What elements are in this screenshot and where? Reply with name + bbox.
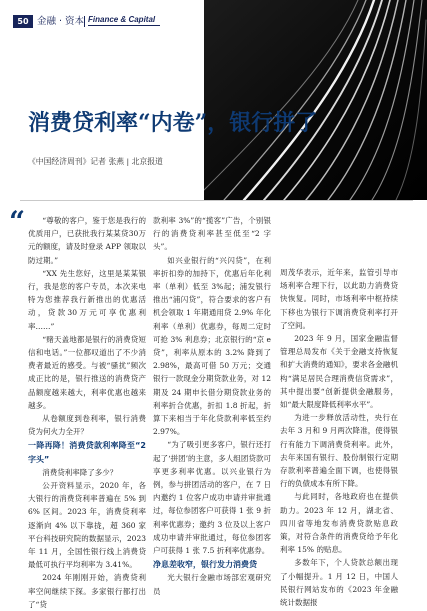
article-column-2 (153, 214, 271, 598)
header-photo (204, 0, 427, 200)
paragraph: 款利率 3%”的“揽客”广告，个别银行的消费贷利率甚至低至“2 字头”。 (153, 216, 271, 252)
page-number: 50 (13, 15, 33, 28)
paragraph: 与此同时，各地政府也在提供助力。2023 年 12 月，湖北省、四川省等地发布消费贷款贴息政策，对符合条件的消费贷给予年化利率 15% 的贴息。 (280, 492, 398, 555)
byline: 《中国经济周刊》记者 张燕 | 北京报道 (28, 157, 163, 166)
paragraph: “赌天盖地都是银行的消费贷短信和电话。”一位都叹道出了不少消费者最近的感受。与被“骚扰”频次成正比的是，银行推送的消费贷产品额度越来越大，利率优惠也越来越多。 (28, 334, 146, 410)
paragraph: 从卷额度到卷利率，银行消费贷为何火力全开？ (28, 414, 146, 437)
paragraph: 2023 年 9 月，国家金融监督管理总局发布《关于金融支持恢复和扩大消费的通知》，要求各金融机构“满足居民合理消费信贷需求”，其中提出要“创新提供金融服务，如“最大限度降低利率水平”。 (280, 334, 398, 410)
paragraph: “为了吸引更多客户，银行还打起了‘拼团’的主意，多人组团贷款可享更多利率优惠。以兴业银行为例，参与拼团活动的客户，在 7 日内邀约 1 位客户成功申请并审批通过，每位参团客户可获得 1 张 9 折利率优惠券；邀约 3 位及以上客户成功申请并审批通过，每位参团客户可获得 1 张 7.5 折利率优惠券。 (153, 440, 271, 556)
article-title: 消费贷利率“内卷”，银行拼了 (28, 110, 318, 136)
subheading: 一降再降！消费贷款利率降至“2字头” (28, 441, 146, 464)
header-divider (84, 16, 85, 27)
article-column-1 (9, 205, 146, 611)
paragraph: 周茂华表示，近年来，监管引导市场利率合理下行，以此助力消费贷快恢复。同时，市场利率中枢持续下移也为银行下调消费贷利率打开了空间。 (280, 268, 398, 330)
paragraph: 公开资料显示，2020 年，各大银行的消费贷利率普遍在 5% 到 6% 区间。2023 年，消费贷利率逐渐向 4% 以下靠拢，超 360 家平台科技研究院的数据显示，2023 年 11 月，全国性银行线上消费贷最低可执行平均利率为 3.41%。 (28, 481, 146, 570)
quote-mark-icon: “ (9, 205, 26, 238)
paragraph: 2024 年刚刚开始，消费贷利率空间继续下探。多家银行都打出了“贷 (28, 573, 146, 609)
paragraph: 为进一步释放活动性，央行在去年 3 月和 9 月两次降准，使得银行有能力下调消费贷利率。此外，去年来国有银行、股份制银行定期存款利率普遍全面下调，也使得银行的负债成本有所下降。 (280, 413, 398, 489)
paragraph: 消费贷利率降了多少？ (42, 467, 118, 477)
title-divider (20, 200, 413, 201)
paragraph: 光大银行金融市场部宏观研究员 (153, 573, 271, 596)
subheading: 净息差收窄，银行发力消费贷 (153, 560, 257, 570)
paragraph: “XX 先生您好，这里是某某银行，我是您的客户专员，本次来电特为您推荐我行新推出的优惠活动，贷款30万元可享优惠利率……” (28, 268, 146, 331)
magazine-underline (88, 25, 160, 26)
paragraph: “尊敬的客户，鉴于您是我行的优质用户，已获批我行某某贷30万元的额度，请及时登录 APP 领取以防过期。” (28, 216, 146, 265)
paragraph: 如兴业银行的“兴闪贷”，在利率折扣券的加持下，优惠后年化利率（单利）低至 3%起；浦发银行推出“浦闪贷”，符合要求的客户有机会领取 1 年期通用贷 2.9% 年化利率（单利）优惠券，每周二定时可抢 3% 利息券；北京银行的“京 e 贷”，利率从原本的 3.2% 降到了 2.98%，最高可借 50 万元；交通银行一款现金分期贷款业务，对 12 期及 24 期申长借分期贷款业务的利率折合优惠，折扣 1.8 折起，折算下来相当于年化贷款利率低至约 2.97%。 (153, 255, 271, 437)
paragraph: 多数年下，个人贷款总额出现了小幅提升。1 月 12 日，中国人民银行网站发布的《2023 年金融统计数据报 (280, 558, 398, 608)
magazine-name: Finance & Capital (88, 15, 156, 24)
section-label: 金融 · 资本 (37, 16, 85, 27)
